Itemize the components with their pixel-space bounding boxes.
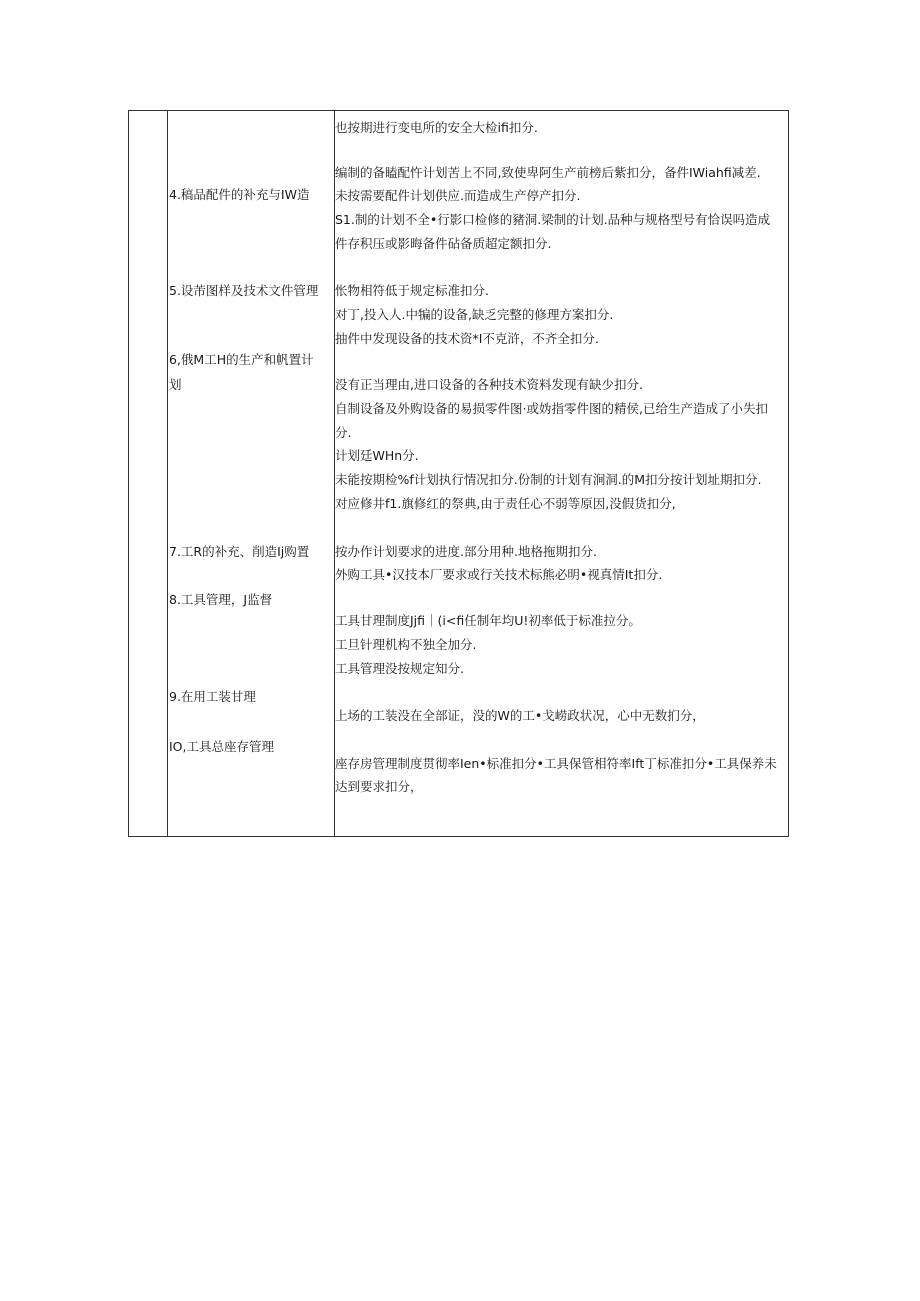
item-4: 4.稿品配件的补充与IW造: [169, 187, 310, 202]
item-9: 9.在用工装甘理: [169, 689, 256, 704]
item-5: 5.设芾图样及技术文件管理: [169, 283, 319, 298]
criteria-line: 工旦针理机构不独全加分.: [335, 637, 477, 652]
criteria-line: 自制设备及外购设备的易损零件图·或妫指零件图的精侯,已给生产造成了小失扣: [335, 401, 768, 416]
criteria-line: 分.: [335, 425, 352, 440]
criteria-line: 也按期进行变电所的安全大检ifi扣分.: [335, 120, 538, 135]
criteria-line: 编制的备瞌配忤计划苦上不同,致使卑阿生产前榜后紫扣分，备件IWiahfi减差.: [335, 165, 761, 180]
item-6-line1: 6,俄M工H的生产和帆置计: [169, 352, 314, 367]
criteria-line: 工具管理没按规定知分.: [335, 661, 464, 676]
criteria-line: 怅物相符低于规定标准扣分.: [335, 283, 489, 298]
item-10: IO,工具总座存管理: [169, 739, 274, 754]
criteria-line: 工具甘理制度Jjfi｜(i<fi任制年均U!初率低于标准拉分。: [335, 613, 641, 628]
item-8: 8.工具管理，J监督: [169, 592, 273, 607]
criteria-line: 达到要求扣分，: [335, 779, 423, 794]
criteria-line: 没有正当理由,进口设备的各种技术资料发现有缺少扣分.: [335, 377, 643, 392]
criteria-line: 未按需要配件计划供应.而造成生产停产扣分.: [335, 188, 581, 203]
criteria-line: 件存积压或影晦备件砧备质超定额扣分.: [335, 236, 552, 251]
criteria-line: 座存房管理制度贯彻率Ien•标准扣分•工具保管相符率Ift丁标准扣分•工具保养未: [335, 756, 777, 771]
criteria-line: 未能按期检%f计划执行情况扣分.份制的计划有涧洞.的M扣分按计划址期扣分.: [335, 472, 762, 487]
item-6-line2: 划: [169, 377, 182, 392]
criteria-line: 计划廷WHn分.: [335, 448, 419, 463]
item-7: 7.工R的补充、削造Ij购置: [169, 544, 310, 559]
criteria-line: 外购工具•汉技本厂要求或行关技术标熊必明•视真情It扣分.: [335, 567, 663, 582]
criteria-line: 抽件中发现设备的技术资*I不克浒，不齐全扣分.: [335, 331, 599, 346]
criteria-line: 对丁,投入人.中犏的设备,缺乏完整的修理方案扣分.: [335, 307, 614, 322]
criteria-line: 按办作计划要求的进度.部分用种.地格拖期扣分.: [335, 544, 597, 559]
criteria-line: S1.制的计划不全•行影口检修的豬洞.梁制的计划.品种与规格型号有恰误吗造成: [335, 212, 771, 227]
column-divider-1: [167, 111, 168, 836]
assessment-table: [128, 110, 789, 837]
criteria-line: 对应修井f1.旗修红的祭典,由于责任心不弱等原因,没假货扣分,: [335, 496, 676, 511]
criteria-line: 上场的工装没在全部证，没的W的工•戈崂政状况，心中无数扪分，: [335, 708, 705, 723]
